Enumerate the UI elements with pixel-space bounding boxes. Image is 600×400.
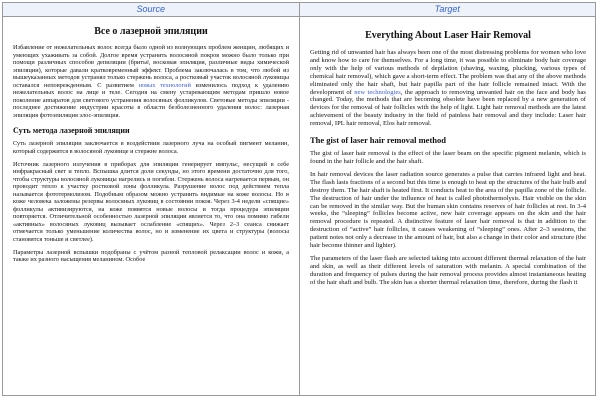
- target-title: Everything About Laser Hair Removal: [365, 30, 531, 41]
- source-paragraph-4: Параметры лазерной вспышки подобраны с учётом разной тепловой релаксации волос и кожи, а также их разного насыщения меланином. Особое: [13, 248, 289, 264]
- source-p1-text-b: изменилось подход к удалению нежелательных волос на лице и теле. Сегодня на смену устаревающим методам пришло новое поколение аппаратов для светового устранения волосяных фолликулов. Световые методы эпиляции - последнее достижение индустрии красоты в области безболезненного удаления волос: лазерная эпиляция фотоэпиляция элос-эпиляция.: [13, 81, 289, 119]
- target-paragraph-3: In hair removal devices the laser radiation source generates a pulse that carries infrared light and heat. The flash lasts fractions of a second but this time is enough to heat up the structures of the hair bulb and destroy them. The hair shaft is heated first. It conducts heat to the area of the papilla zone of the follicle. The destruction of hair under the influence of heat is called photothermolysis. Hair visible on the skin can be removed in the similar way. But the human skin contains reserves of hair follicles at rest. In 3-4 weeks, the “sleeping” follicles become active, new hair coverage appears on the skin and the hair removal procedure is repeated. A distinctive feature of laser hair removal is that in addition to the destruction of “active” hair follicles, it causes weakening of “sleeping” ones. After 2–3 sessions, the patient notes not only a decrease in the amount of hair, but also a change in their color and structure (the hair become thinner and lighter).: [310, 170, 586, 250]
- source-p1-text-a: Избавление от нежелательных волос всегда было одной из волнующих проблем женщин, любящих и умеющих ухаживать за собой. Долгое время устранить волосяной покров можно было только при помощи различных способов депиляции (бритьё, восковая эпиляция, различные виды химической эпиляции), которые давали кратковременный эффект. Проблема заключалась в том, что любой из вышеуказанных методов устранял только стержень волоса, а ростковый участок волосяной луковицы оставался неповрежденным. С развитием: [13, 44, 289, 89]
- target-paragraph-2: The gist of laser hair removal is the effect of the laser beam on the specific pigment melanin, which is found in the hair follicle and the hair shaft.: [310, 150, 586, 165]
- source-title: Все о лазерной эпиляции: [94, 26, 208, 37]
- source-p1-link[interactable]: новых технологий: [138, 81, 191, 89]
- source-column: [3, 16, 299, 395]
- target-column: [300, 16, 595, 395]
- target-header: Target: [299, 3, 596, 16]
- target-p1-text-b: , the approach to removing unwanted hair on the face and body has changed. Today, the methods that are becoming obsolete have been replaced by a new generation of devices for the removal of hair follicles with the help of light. Light hair removal methods are the latest achievement of the beauty industry in the field of painless hair removal and they include: Laser hair removal, IPL hair removal, Elos hair removal.: [310, 88, 586, 128]
- target-p1-text-a: Getting rid of unwanted hair has always been one of the most distressing problems for women who love and know how to care for themselves. For a long time, it was possible to eliminate body hair coverage only with the help of various methods of depilation (shaving, waxing, plucking, various types of chemical hair removal), which gave a short-term effect. The problem was that any of the above methods eliminated only the hair shaft, but hair papilla part of the hair follicle remained intact. With the development of: [310, 49, 586, 96]
- target-paragraph-4: The parameters of the laser flash are selected taking into account different thermal relaxation of the hair and skin, as well as their different levels of saturation with melanin. A special combination of the duration and frequency of pulses during the hair removal process provides almost instantaneous heating of the hair shaft and bulb. The skin has a shorter thermal relaxation time, therefore, during the flash it: [310, 254, 586, 286]
- comparison-table: [2, 2, 596, 396]
- source-header: Source: [3, 3, 299, 16]
- target-p1-link[interactable]: new technologies: [354, 88, 401, 96]
- source-heading: Суть метода лазерной эпиляции: [13, 126, 130, 136]
- column-headers: [3, 3, 595, 17]
- source-paragraph-1: [13, 44, 289, 119]
- source-paragraph-2: Суть лазерной эпиляции заключается в воздействии лазерного луча на особый пигмент меланин, который содержится в волосяной луковице и стержне волоса.: [13, 140, 289, 156]
- target-heading: The gist of laser hair removal method: [310, 135, 446, 146]
- target-paragraph-1: [310, 49, 586, 128]
- source-paragraph-3: Источник лазерного излучения в приборах для эпиляции генерирует импульс, несущий в себе инфракрасный свет и тепло. Вспышка длится доли секунды, но этого времени достаточно для того, чтобы структуры волосяной луковицы нагрелись и погибли. Стержень волоса нагревается первым, он проводит тепло к участку ростковой зоны фолликула. Разрушение волос под действием тепла называется фототермолизом. Подобным образом можно устранить видимые на коже волосы. Но в коже человека заложены резервы волосяных луковиц в состоянии покоя. Через 3-4 недели «спящие» фолликулы активизируются, на коже появятся новые волосы и тогда процедура эпиляции повторяется. Отличительной особенностью лазерной эпиляции является то, что она помимо гибели «активных» волосяных луковиц вызывает ослабление «спящих». Через 2–3 сеанса снижает отмечается только уменьшение количества волос, но и изменение их цвета и структуры (волосы становятся тоньше и светлее).: [13, 160, 289, 244]
